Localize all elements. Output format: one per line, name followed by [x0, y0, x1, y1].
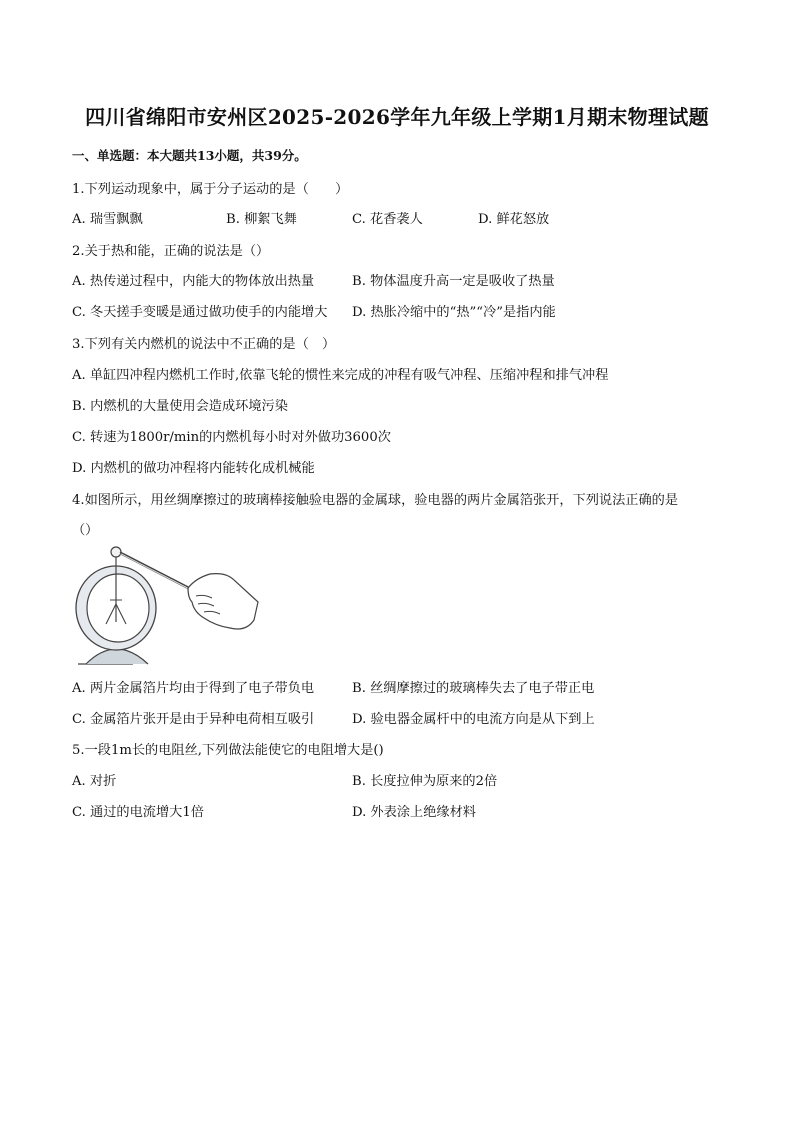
q5-option-c: C. 通过的电流增大1倍 — [72, 805, 204, 820]
q2-option-a: A. 热传递过程中，内能大的物体放出热量 — [72, 274, 315, 289]
page-title: 四川省绵阳市安州区2025-2026学年九年级上学期1月期末物理试题 — [85, 105, 709, 129]
q4-option-a: A. 两片金属箔片均由于得到了电子带负电 — [72, 681, 315, 696]
q2-option-d: D. 热胀冷缩中的“热”“冷”是指内能 — [352, 305, 556, 320]
q3-option-d: D. 内燃机的做功冲程将内能转化成机械能 — [72, 461, 315, 476]
q1-option-c: C. 花香袭人 — [352, 212, 423, 227]
question-3-stem: 3.下列有关内燃机的说法中不正确的是（ ） — [72, 337, 336, 352]
question-4-stem-cont: （） — [72, 523, 99, 538]
q3-option-b: B. 内燃机的大量使用会造成环境污染 — [72, 399, 288, 414]
electroscope-figure — [70, 542, 270, 670]
q5-option-d: D. 外表涂上绝缘材料 — [352, 805, 476, 820]
q1-option-a: A. 瑞雪飘飘 — [72, 212, 143, 227]
question-1-stem: 1.下列运动现象中，属于分子运动的是（ ） — [72, 182, 349, 197]
q3-option-a: A. 单缸四冲程内燃机工作时,依靠飞轮的惯性来完成的冲程有吸气冲程、压缩冲程和排气冲程 — [72, 368, 609, 383]
q4-option-c: C. 金属箔片张开是由于异种电荷相互吸引 — [72, 712, 315, 727]
question-4-stem: 4.如图所示，用丝绸摩擦过的玻璃棒接触验电器的金属球，验电器的两片金属箔张开，下列说法正确的是 — [72, 493, 679, 508]
question-5-stem: 5.一段1m长的电阻丝,下列做法能使它的电阻增大是() — [72, 743, 384, 758]
section-heading: 一、单选题：本大题共13小题，共39分。 — [72, 148, 307, 163]
question-2-stem: 2.关于热和能，正确的说法是（） — [72, 244, 270, 259]
q4-option-d: D. 验电器金属杆中的电流方向是从下到上 — [352, 712, 595, 727]
q5-option-a: A. 对折 — [72, 774, 117, 789]
q1-option-d: D. 鲜花怒放 — [478, 212, 550, 227]
q3-option-c: C. 转速为1800r/min的内燃机每小时对外做功3600次 — [72, 430, 391, 445]
q2-option-b: B. 物体温度升高一定是吸收了热量 — [352, 274, 555, 289]
q5-option-b: B. 长度拉伸为原来的2倍 — [352, 774, 498, 789]
q1-option-b: B. 柳絮飞舞 — [226, 212, 297, 227]
q2-option-c: C. 冬天搓手变暖是通过做功使手的内能增大 — [72, 305, 328, 320]
q4-option-b: B. 丝绸摩擦过的玻璃棒失去了电子带正电 — [352, 681, 595, 696]
